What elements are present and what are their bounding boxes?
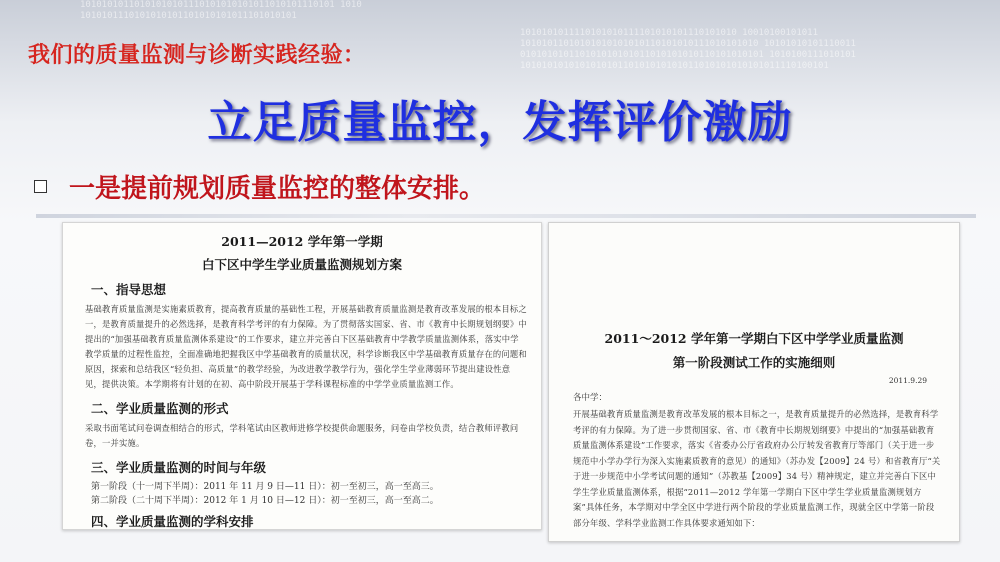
- doc-right-date: 2011.9.29: [888, 376, 927, 385]
- doc-left-section3-line2: 第二阶段（二十周下半周）：2012 年 1 月 10 日—12 日）：初一至初三，高一至高二。: [91, 496, 439, 506]
- doc-right-greeting: 各中学：: [573, 393, 608, 403]
- slide-title: 立足质量监控，发挥评价激励: [207, 98, 793, 147]
- doc-left-title-line1: 2011—2012 学年第一学期: [221, 234, 383, 249]
- bullet-item: [34, 168, 485, 205]
- doc-left-section1-body: 基础教育质量监测是实施素质教育，提高教育质量的基础性工程，开展基础教育质量监测是教育改革发展的根本目标之一，是教育质量提升的必然选择，是教育科学考评的有力保障。为了贯彻落实国家、省、市《教育中长期规划纲要》中提出的“加强基础教育质量监测体系建设”的工作要求，建立并完善白下区基础教育中学教学质量监测体系，落实中学教学质量的过程性监控，全面准确地把握我区中学基础教育的质量状况，科学诊断我区中学基础教育质量存在的问题和原因，探索和总结我区“轻负担、高质量”的教学经验，为改进教学教学行为，强化学生学业薄弱环节提出建设性意见，提供决策。本学期将有计划的在初、高中阶段开展基于学科课程标准的中学学业质量监测工作。: [85, 304, 527, 389]
- document-right-image: [548, 222, 960, 542]
- doc-right-title-line1: 2011～2012 学年第一学期白下区中学学业质量监测: [604, 331, 904, 346]
- doc-left-section3-line1: 第一阶段（十一周下半周）：2011 年 11 月 9 日—11 日）：初一至初三，高一至高三。: [91, 482, 439, 492]
- doc-right-title-line2: 第一阶段测试工作的实施细则: [672, 355, 836, 370]
- bullet-text: 一是提前规划质量监控的整体安排。: [69, 173, 486, 203]
- doc-left-section2-body: 采取书面笔试问卷调查相结合的形式，学科笔试由区教师进修学校提供命题服务，问卷由学校负责，结合教师评教问卷，一并实施。: [85, 423, 519, 448]
- divider: [36, 214, 976, 218]
- doc-left-title-line2: 白下区中学生学业质量监测规划方案: [201, 257, 402, 272]
- doc-left-section4-heading: 四、学业质量监测的学科安排: [91, 514, 254, 529]
- binary-pattern-right: 1010101011110101010111101010101110101010 10010100101011 10101011010101010101010110101010111010101010 10101010101110011 010101010110101010101011010101010110101010101 1010100111010101 101010101010101010110101010101011010101010101011110100101: [520, 28, 856, 71]
- binary-pattern-top: 10101010110101010101110101010101011010101110101 1010 1010101110101010101101010101011101010101: [80, 0, 362, 21]
- checkbox-bullet-icon: [34, 180, 47, 193]
- doc-left-section2-heading: 二、学业质量监测的形式: [91, 401, 229, 416]
- document-left-image: [62, 222, 542, 530]
- doc-left-section1-heading: 一、指导思想: [91, 282, 167, 297]
- doc-right-body: 开展基础教育质量监测是教育改革发展的根本目标之一，是教育质量提升的必然选择，是教育科学考评的有力保障。为了进一步贯彻国家、省、市《教育中长期规划纲要》中提出的“加强基础教育质量监测体系建设”工作要求，落实《省委办公厅省政府办公厅转发省教育厅等部门（关于进一步规范中小学办学行为深入实施素质教育的意见）的通知》（苏办发【2009】24 号）和省教育厅“关于进一步规范中小学考试问题的通知”（苏教基【2009】34 号）精神规定，建立并完善白下区中学生学业质量监测体系，根据“2011—2012 学年第一学期白下区中学生学业质量监测规划方案”具体任务，本学期对中学全区中学进行两个阶段的学业质量监测工作，现就全区中学第一阶段部分年级、学科学业监测工作具体要求通知如下：: [573, 409, 941, 528]
- slide-subtitle: 我们的质量监测与诊断实践经验：: [28, 42, 366, 67]
- doc-left-section3-heading: 三、学业质量监测的时间与年级: [91, 460, 267, 475]
